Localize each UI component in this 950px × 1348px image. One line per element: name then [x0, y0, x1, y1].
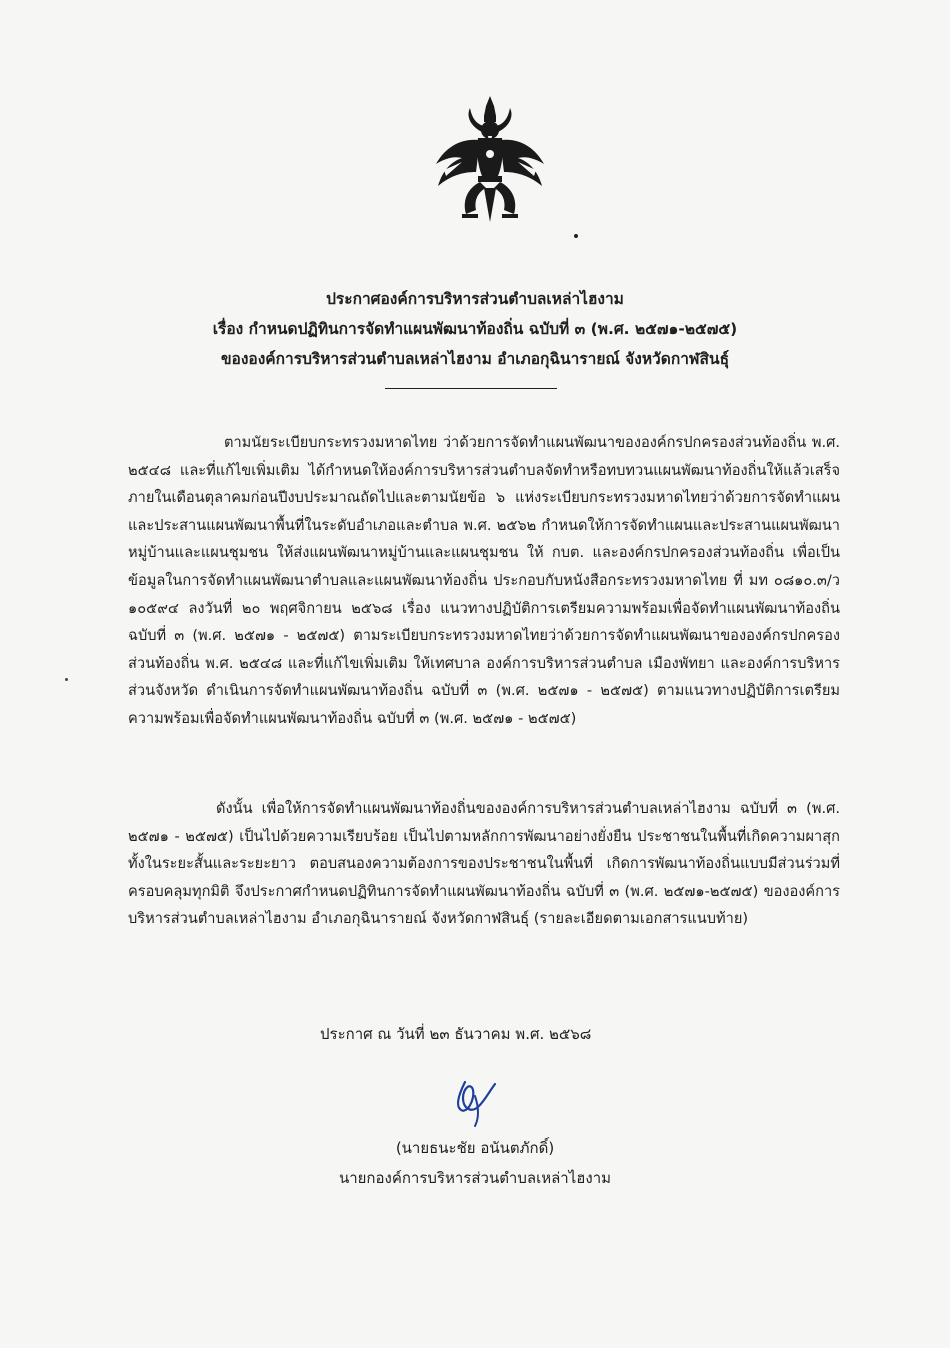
title-divider: [385, 388, 557, 389]
title-line-1: ประกาศองค์การบริหารส่วนตำบลเหล่าไฮงาม: [326, 290, 624, 308]
body-paragraph-2: ดังนั้น เพื่อให้การจัดทำแผนพัฒนาท้องถิ่นขององค์การบริหารส่วนตำบลเหล่าไฮงาม ฉบับที่ ๓ (พ.ศ. ๒๕๗๑ - ๒๕๗๕) เป็นไปด้วยความเรียบร้อย เป็นไปตามหลักการพัฒนาอย่างยั่งยืน ประชาชนในพื้นที่เกิดความผาสุกทั้งในระยะสั้นและระยะยาว ตอบสนองความต้องการของประชาชนในพื้นที่ เกิดการพัฒนาท้องถิ่นแบบมีส่วนร่วมที่ครอบคลุมทุกมิติ จึงประกาศกำหนดปฏิทินการจัดทำแผนพัฒนาท้องถิ่น ฉบับที่ ๓ (พ.ศ. ๒๕๗๑-๒๕๗๕) ขององค์การบริหารส่วนตำบลเหล่าไฮงาม อำเภอกุฉินารายณ์ จังหวัดกาฬสินธุ์ (รายละเอียดตามเอกสารแนบท้าย): [128, 800, 840, 928]
scan-speck: [65, 678, 68, 681]
announcement-date: ประกาศ ณ วันที่ ๒๓ ธันวาคม พ.ศ. ๒๕๖๘: [320, 1025, 592, 1043]
signatory-name: (นายธนะชัย อนันตภักดิ์): [395, 1139, 555, 1157]
garuda-emblem-icon: [432, 92, 548, 224]
scan-speck: [574, 234, 578, 238]
title-line-3: ขององค์การบริหารส่วนตำบลเหล่าไฮงาม อำเภอกุฉินารายณ์ จังหวัดกาฬสินธุ์: [220, 350, 730, 368]
title-line-2: เรื่อง กำหนดปฏิทินการจัดทำแผนพัฒนาท้องถิ่น ฉบับที่ ๓ (พ.ศ. ๒๕๗๑-๒๕๗๕): [212, 320, 738, 338]
body-paragraph-1: ตามนัยระเบียบกระทรวงมหาดไทย ว่าด้วยการจัดทำแผนพัฒนาขององค์กรปกครองส่วนท้องถิ่น พ.ศ. ๒๕๔๘ และที่แก้ไขเพิ่มเติม ได้กำหนดให้องค์การบริหารส่วนตำบลจัดทำหรือทบทวนแผนพัฒนาท้องถิ่นให้แล้วเสร็จภายในเดือนตุลาคมก่อนปีงบประมาณถัดไปและตามนัยข้อ ๖ แห่งระเบียบกระทรวงมหาดไทยว่าด้วยการจัดทำแผนและประสานแผนพัฒนาพื้นที่ในระดับอำเภอและตำบล พ.ศ. ๒๕๖๒ กำหนดให้การจัดทำแผนและประสานแผนพัฒนาหมู่บ้านและแผนชุมชน ให้ส่งแผนพัฒนาหมู่บ้านและแผนชุมชน ให้ กบต. และองค์กรปกครองส่วนท้องถิ่น เพื่อเป็นข้อมูลในการจัดทำแผนพัฒนาตำบลและแผนพัฒนาท้องถิ่น ประกอบกับหนังสือกระทรวงมหาดไทย ที่ มท ๐๘๑๐.๓/ว ๑๐๕๙๔ ลงวันที่ ๒๐ พฤศจิกายน ๒๕๖๘ เรื่อง แนวทางปฏิบัติการเตรียมความพร้อมเพื่อจัดทำแผนพัฒนาท้องถิ่น ฉบับที่ ๓ (พ.ศ. ๒๕๗๑ - ๒๕๗๕) ตามระเบียบกระทรวงมหาดไทยว่าด้วยการจัดทำแผนพัฒนาขององค์กรปกครองส่วนท้องถิ่น พ.ศ. ๒๕๔๘ และที่แก้ไขเพิ่มเติม ให้เทศบาล องค์การบริหารส่วนตำบล เมืองพัทยา และองค์การบริหารส่วนจังหวัด ดำเนินการจัดทำแผนพัฒนาท้องถิ่น ฉบับที่ ๓ (พ.ศ. ๒๕๗๑ - ๒๕๗๕) ตามแนวทางปฏิบัติการเตรียมความพร้อมเพื่อจัดทำแผนพัฒนาท้องถิ่น ฉบับที่ ๓ (พ.ศ. ๒๕๗๑ - ๒๕๗๕): [128, 434, 840, 727]
handwritten-signature-icon: [445, 1070, 515, 1128]
signatory-position: นายกองค์การบริหารส่วนตำบลเหล่าไฮงาม: [338, 1169, 612, 1187]
